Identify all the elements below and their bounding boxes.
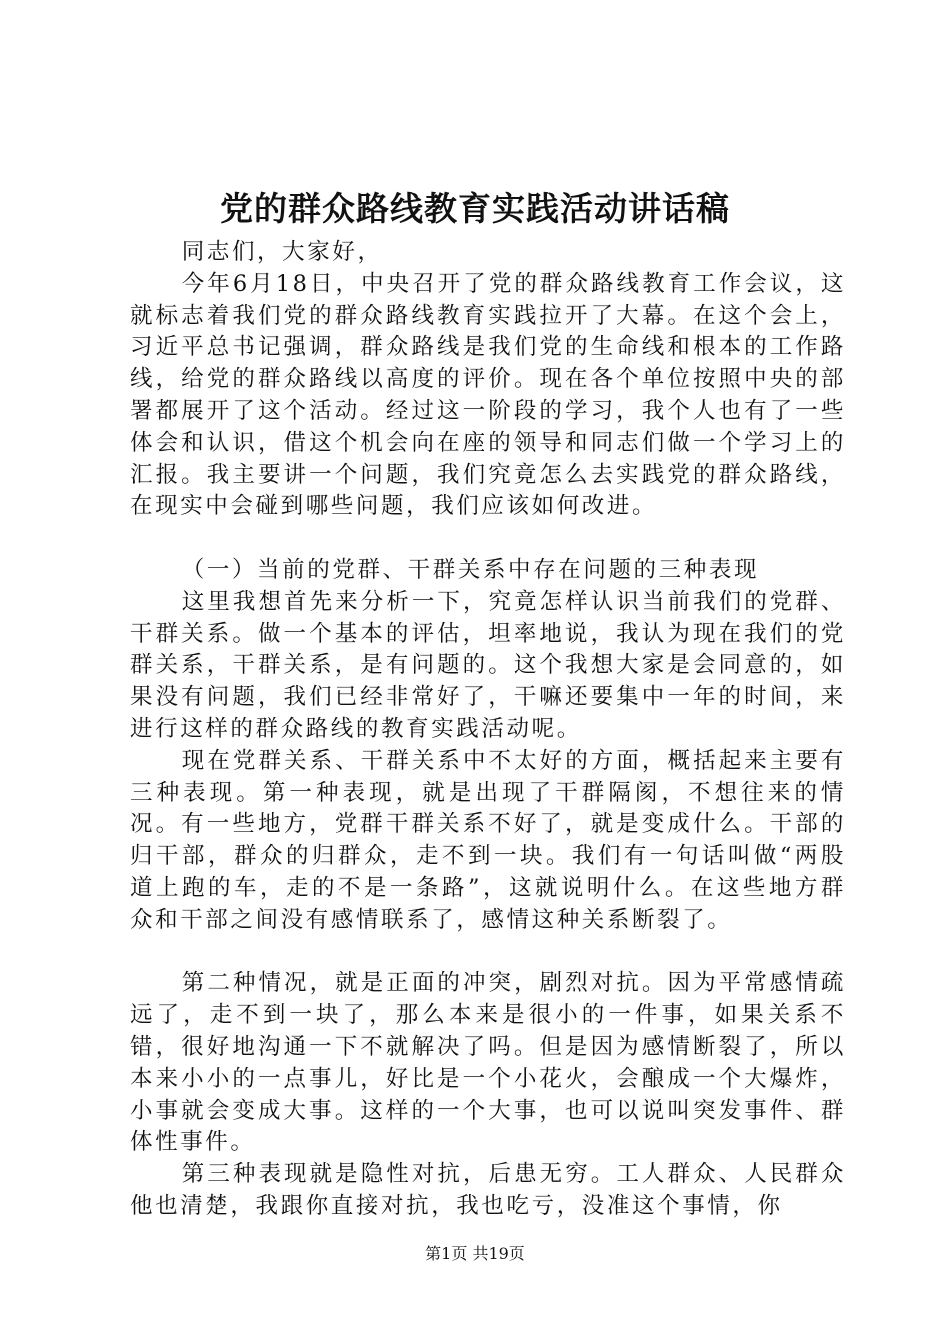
first-manifestation-paragraph: 现在党群关系、干群关系中不太好的方面，概括起来主要有三种表现。第一种表现，就是出现了干群隔阂，不想往来的情况。有一些地方，党群干群关系不好了，就是变成什么。干部的归干部，群众的归群众，走不到一块。我们有一句话叫做“两股道上跑的车，走的不是一条路”，这就说明什么。在这些地方群众和干部之间没有感情联系了，感情这种关系断裂了。 [130, 747, 846, 933]
paragraph-spacer [130, 523, 846, 555]
analysis-paragraph: 这里我想首先来分析一下，究竟怎样认识当前我们的党群、干群关系。做一个基本的评估，坦率地说，我认为现在我们的党群关系，干群关系，是有问题的。这个我想大家是会同意的，如果没有问题，我们已经非常好了，干嘛还要集中一年的时间，来进行这样的群众路线的教育实践活动呢。 [130, 588, 846, 742]
paragraph-spacer [130, 937, 846, 969]
third-manifestation-paragraph: 第三种表现就是隐性对抗，后患无穷。工人群众、人民群众他也清楚，我跟你直接对抗，我也吃亏，没准这个事情，你 [130, 1161, 846, 1219]
intro-paragraph: 今年6月18日，中央召开了党的群众路线教育工作会议，这就标志着我们党的群众路线教育实践拉开了大幕。在这个会上，习近平总书记强调，群众路线是我们党的生命线和根本的工作路线，给党的群众路线以高度的评价。现在各个单位按照中央的部署都展开了这个活动。经过这一阶段的学习，我个人也有了一些体会和认识，借这个机会向在座的领导和同志们做一个学习上的汇报。我主要讲一个问题，我们究竟怎么去实践党的群众路线，在现实中会碰到哪些问题，我们应该如何改进。 [130, 270, 846, 520]
second-manifestation-paragraph: 第二种情况，就是正面的冲突，剧烈对抗。因为平常感情疏远了，走不到一块了，那么本来是很小的一件事，如果关系不错，很好地沟通一下不就解决了吗。但是因为感情断裂了，所以本来小小的一点事儿，好比是一个小花火，会酿成一个大爆炸，小事就会变成大事。这样的一个大事，也可以说叫突发事件、群体性事件。 [130, 970, 846, 1156]
document-title: 党的群众路线教育实践活动讲话稿 [220, 189, 730, 228]
page-number-footer: 第1页 共19页 [425, 1244, 525, 1263]
greeting-paragraph: 同志们，大家好， [181, 239, 383, 265]
section-heading: （一）当前的党群、干群关系中存在问题的三种表现 [181, 556, 760, 583]
document-body [130, 237, 846, 1223]
